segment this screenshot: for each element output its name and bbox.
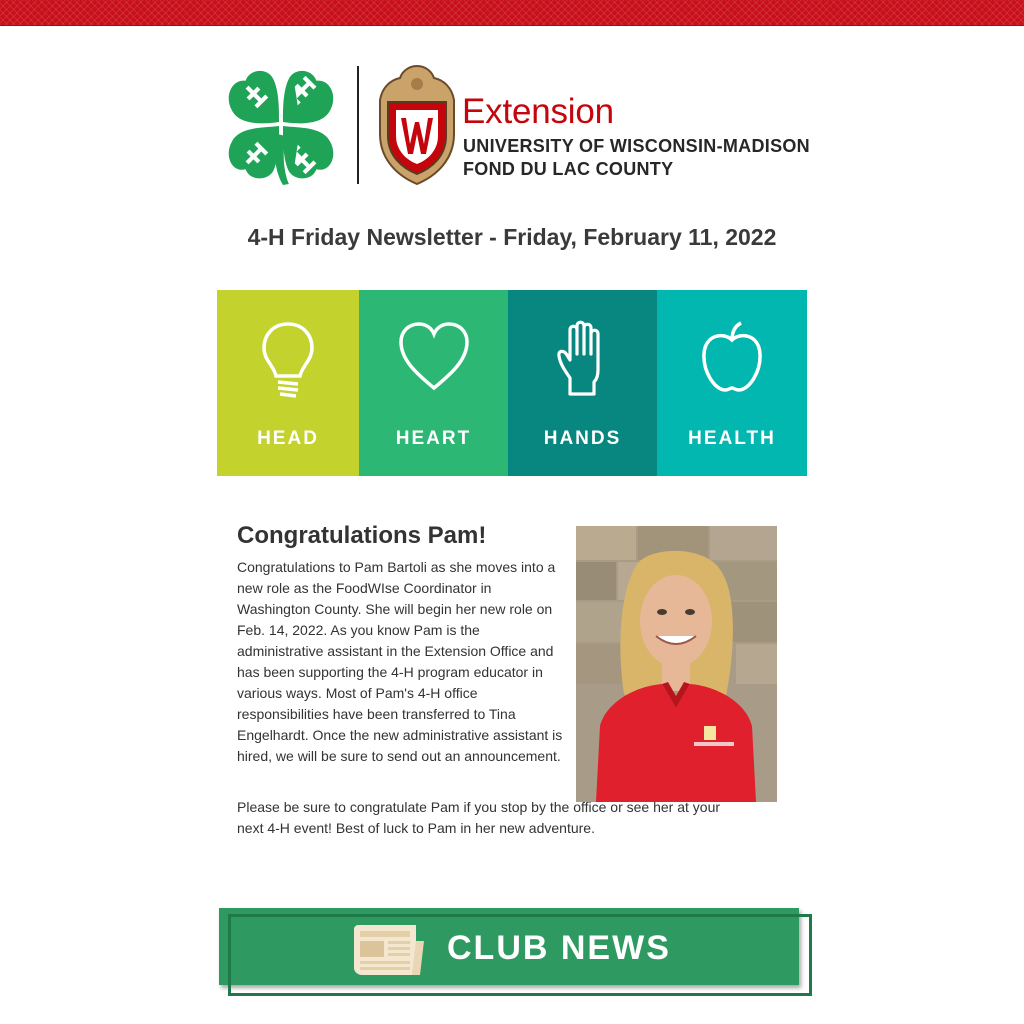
- pam-photo: [576, 526, 777, 802]
- article-title: Congratulations Pam!: [237, 522, 487, 549]
- newsletter-title: 4-H Friday Newsletter - Friday, February 11, 2022: [247, 224, 777, 250]
- top-banner-bar: [0, 0, 1024, 26]
- club-news-banner: [219, 908, 811, 996]
- heart-icon: [397, 320, 471, 392]
- university-name: UNIVERSITY OF WISCONSIN-MADISON: [463, 136, 810, 156]
- header-logos: [220, 60, 810, 190]
- heart-label: HEART: [395, 428, 472, 449]
- extension-title: Extension: [462, 92, 614, 131]
- 4h-clover-logo: [222, 64, 340, 186]
- county-name: FOND DU LAC COUNTY: [463, 159, 674, 179]
- logo-divider: [357, 66, 359, 184]
- uw-crest-logo: [378, 64, 456, 186]
- article-paragraph-1: Congratulations to Pam Bartoli as she moves into a new role as the FoodWIse Coordinator in Washington County. She will begin her new role on Feb. 14, 2022. As you know Pam is the administrative assistant in the Extension Office and has been supporting the 4-H program educator in various ways. Most of Pam's 4-H office responsibilities have been transferred to Tina Engelhardt. Once the new administrative assistant is hired, we will be sure to send out an announcement.: [237, 559, 563, 764]
- health-label: HEALTH: [688, 428, 776, 449]
- health-panel: [657, 290, 807, 476]
- four-h-banner: [217, 290, 807, 476]
- hands-label: HANDS: [543, 428, 622, 449]
- lightbulb-icon: [258, 320, 318, 400]
- hands-panel: [508, 290, 657, 476]
- head-label: HEAD: [257, 428, 319, 449]
- article-paragraph-2: Please be sure to congratulate Pam if you stop by the office or see her at your next 4-H event! Best of luck to Pam in her new adventure.: [237, 799, 721, 836]
- heart-panel: [359, 290, 508, 476]
- head-panel: [217, 290, 359, 476]
- congratulations-article: [237, 520, 787, 836]
- newspaper-icon: [352, 923, 426, 977]
- club-news-label: CLUB NEWS: [447, 929, 671, 967]
- hand-icon: [556, 320, 610, 396]
- apple-icon: [699, 320, 765, 392]
